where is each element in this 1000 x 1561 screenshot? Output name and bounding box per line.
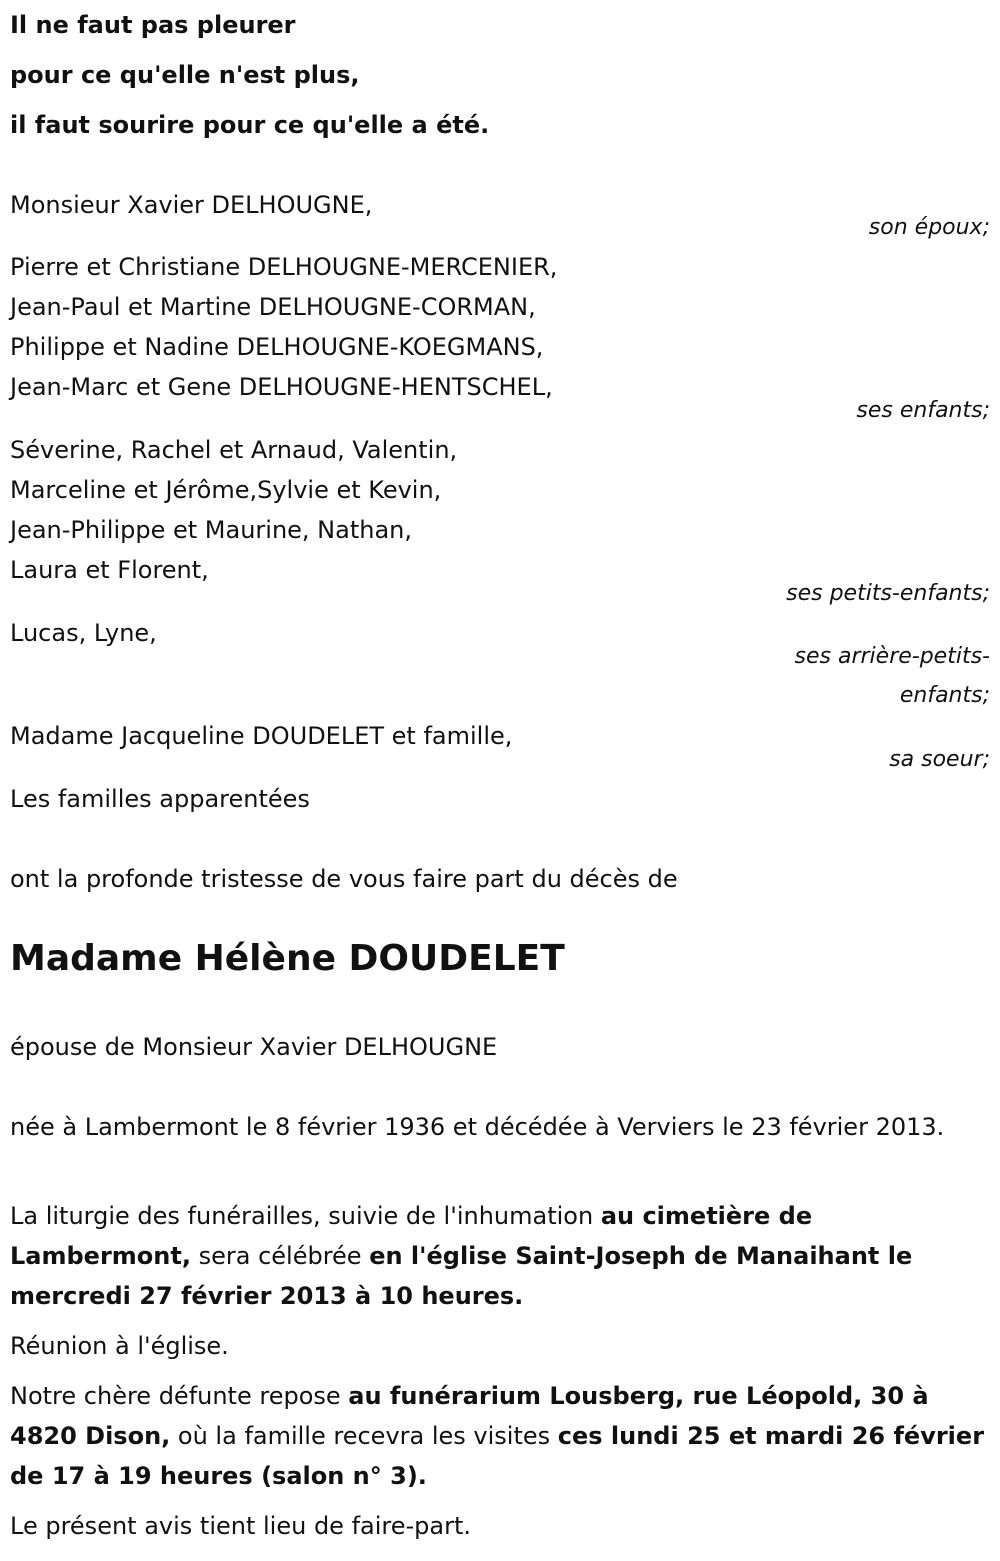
- great-grandchildren-role-line-2: enfants;: [899, 683, 990, 708]
- great-grandchildren-names: Lucas, Lyne,: [10, 619, 157, 647]
- grandchild-line: Marceline et Jérôme,Sylvie et Kevin,: [10, 476, 442, 504]
- visitation-text-2: où la famille recevra les visites: [170, 1422, 558, 1450]
- relatives-line: Les familles apparentées: [10, 785, 310, 813]
- child-line: Jean-Marc et Gene DELHOUGNE-HENTSCHEL,: [10, 373, 553, 401]
- grandchild-line: Laura et Florent,: [10, 556, 209, 584]
- deceased-name: Madame Hélène DOUDELET: [10, 938, 565, 979]
- grandchild-line: Séverine, Rachel et Arnaud, Valentin,: [10, 436, 458, 464]
- quote-line-2: pour ce qu'elle n'est plus,: [10, 61, 360, 89]
- visitation-dates: ces lundi 25 et mardi 26 février de 17 à 19 heures (salon n° 3).: [10, 1422, 985, 1490]
- quote-line-1: Il ne faut pas pleurer: [10, 11, 296, 39]
- child-line: Philippe et Nadine DELHOUGNE-KOEGMANS,: [10, 333, 544, 361]
- meeting-text: Réunion à l'église.: [10, 1332, 229, 1360]
- sister-name: Madame Jacqueline DOUDELET et famille,: [10, 722, 513, 750]
- grandchildren-role: ses petits-enfants;: [786, 581, 990, 606]
- funeral-text-1: La liturgie des funérailles, suivie de l'inhumation: [10, 1202, 601, 1230]
- funeral-paragraph: [10, 1196, 985, 1316]
- quote-line-3: il faut sourire pour ce qu'elle a été.: [10, 111, 490, 139]
- child-line: Jean-Paul et Martine DELHOUGNE-CORMAN,: [10, 293, 536, 321]
- grandchild-line: Jean-Philippe et Maurine, Nathan,: [10, 516, 412, 544]
- children-role: ses enfants;: [856, 398, 990, 423]
- spouse-name: Monsieur Xavier DELHOUGNE,: [10, 191, 373, 219]
- deceased-spouse-line: épouse de Monsieur Xavier DELHOUGNE: [10, 1033, 498, 1061]
- birth-death-text: née à Lambermont le 8 février 1936 et décédée à Verviers le 23 février 2013.: [10, 1113, 945, 1141]
- great-grandchildren-role-line-1: ses arrière-petits-: [794, 644, 990, 669]
- funeral-cemetery: au cimetière de Lambermont,: [10, 1202, 813, 1270]
- visitation-funeral-home: au funérarium Lousberg, rue Léopold, 30 à 4820 Dison,: [10, 1382, 929, 1450]
- visitation-text-1: Notre chère défunte repose: [10, 1382, 349, 1410]
- closing-text: Le présent avis tient lieu de faire-part.: [10, 1512, 472, 1540]
- visitation-paragraph: [10, 1376, 985, 1496]
- funeral-text-2: sera célébrée: [190, 1242, 370, 1270]
- spouse-role: son époux;: [868, 215, 990, 240]
- announcement-text: ont la profonde tristesse de vous faire part du décès de: [10, 865, 678, 893]
- sister-role: sa soeur;: [889, 747, 990, 772]
- funeral-church-date: en l'église Saint-Joseph de Manaihant le mercredi 27 février 2013 à 10 heures.: [10, 1242, 913, 1310]
- child-line: Pierre et Christiane DELHOUGNE-MERCENIER,: [10, 253, 558, 281]
